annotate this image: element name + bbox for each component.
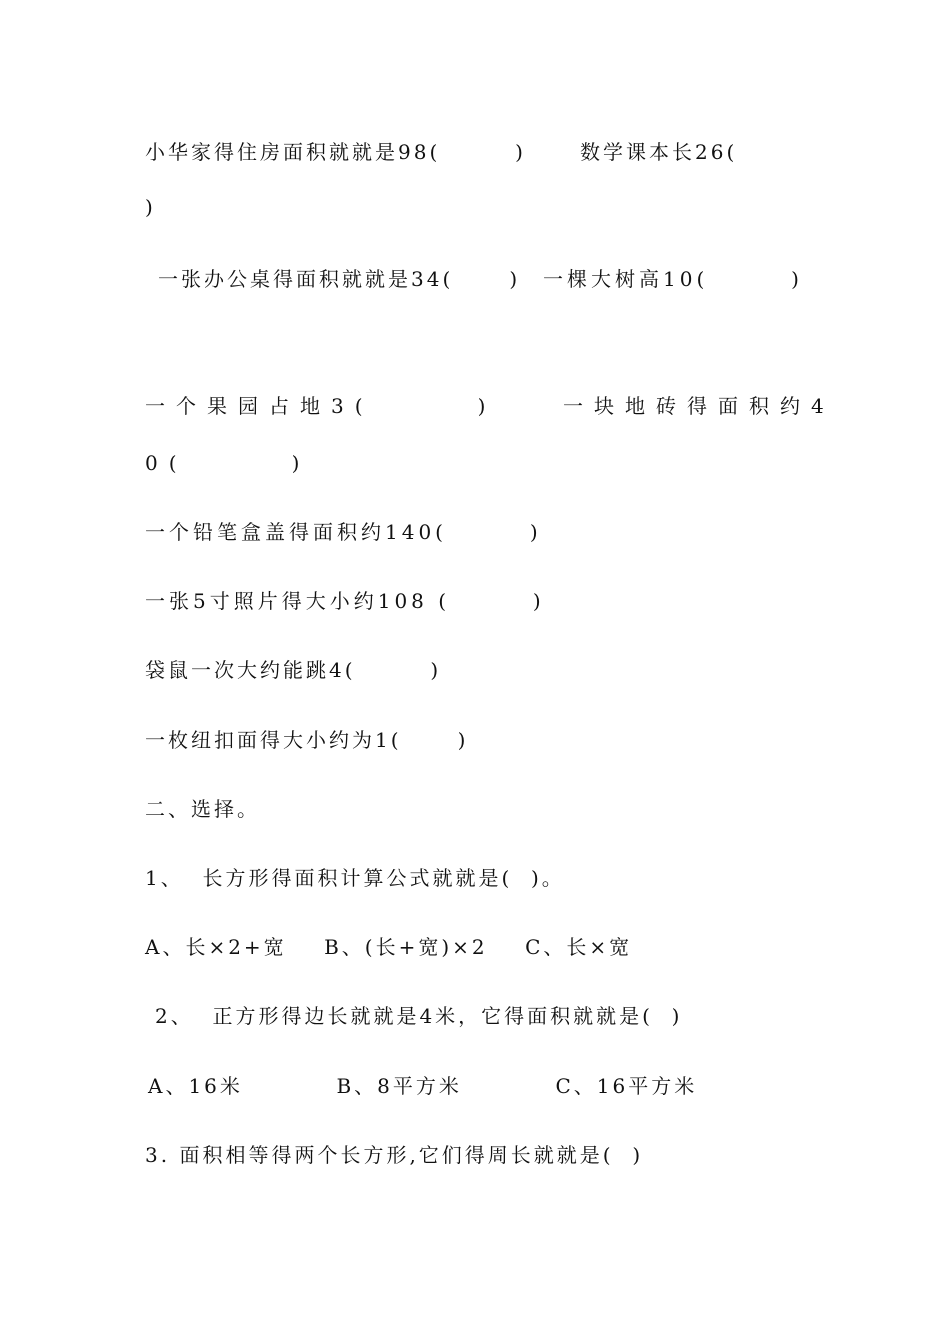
text-line-6: 一个果园占地3( ) (145, 394, 497, 418)
text-line-8: 0( ) (145, 451, 311, 475)
question-2: 2、 正方形得边长就就是4米，它得面积就就是( ) (155, 1004, 683, 1028)
question-3: 3. 面积相等得两个长方形,它们得周长就就是( ) (145, 1143, 644, 1167)
text-line-4: 一张办公桌得面积就就是34( ) (158, 267, 521, 291)
text-line-11: 袋鼠一次大约能跳4( ) (145, 658, 442, 682)
text-line-1: 小华家得住房面积就就是98( ) (145, 140, 526, 164)
text-line-3: ) (145, 195, 156, 219)
text-line-9: 一个铅笔盒盖得面积约140( ) (145, 520, 542, 544)
section-heading: 二、选择。 (145, 797, 260, 821)
question-2-options: A、16米 B、8平方米 C、16平方米 (148, 1074, 698, 1098)
question-1: 1、 长方形得面积计算公式就就是( )。 (145, 866, 565, 890)
text-line-5: 一棵大树高10( ) (543, 267, 803, 291)
question-1-options: A、长×2+宽 B、(长+宽)×2 C、长×宽 (145, 935, 633, 959)
text-line-10: 一张5寸照片得大小约108 ( ) (145, 589, 545, 613)
text-line-7: 一块地砖得面积约4 (563, 394, 835, 418)
text-line-12: 一枚纽扣面得大小约为1( ) (145, 728, 469, 752)
text-line-2: 数学课本长26( (580, 140, 738, 164)
